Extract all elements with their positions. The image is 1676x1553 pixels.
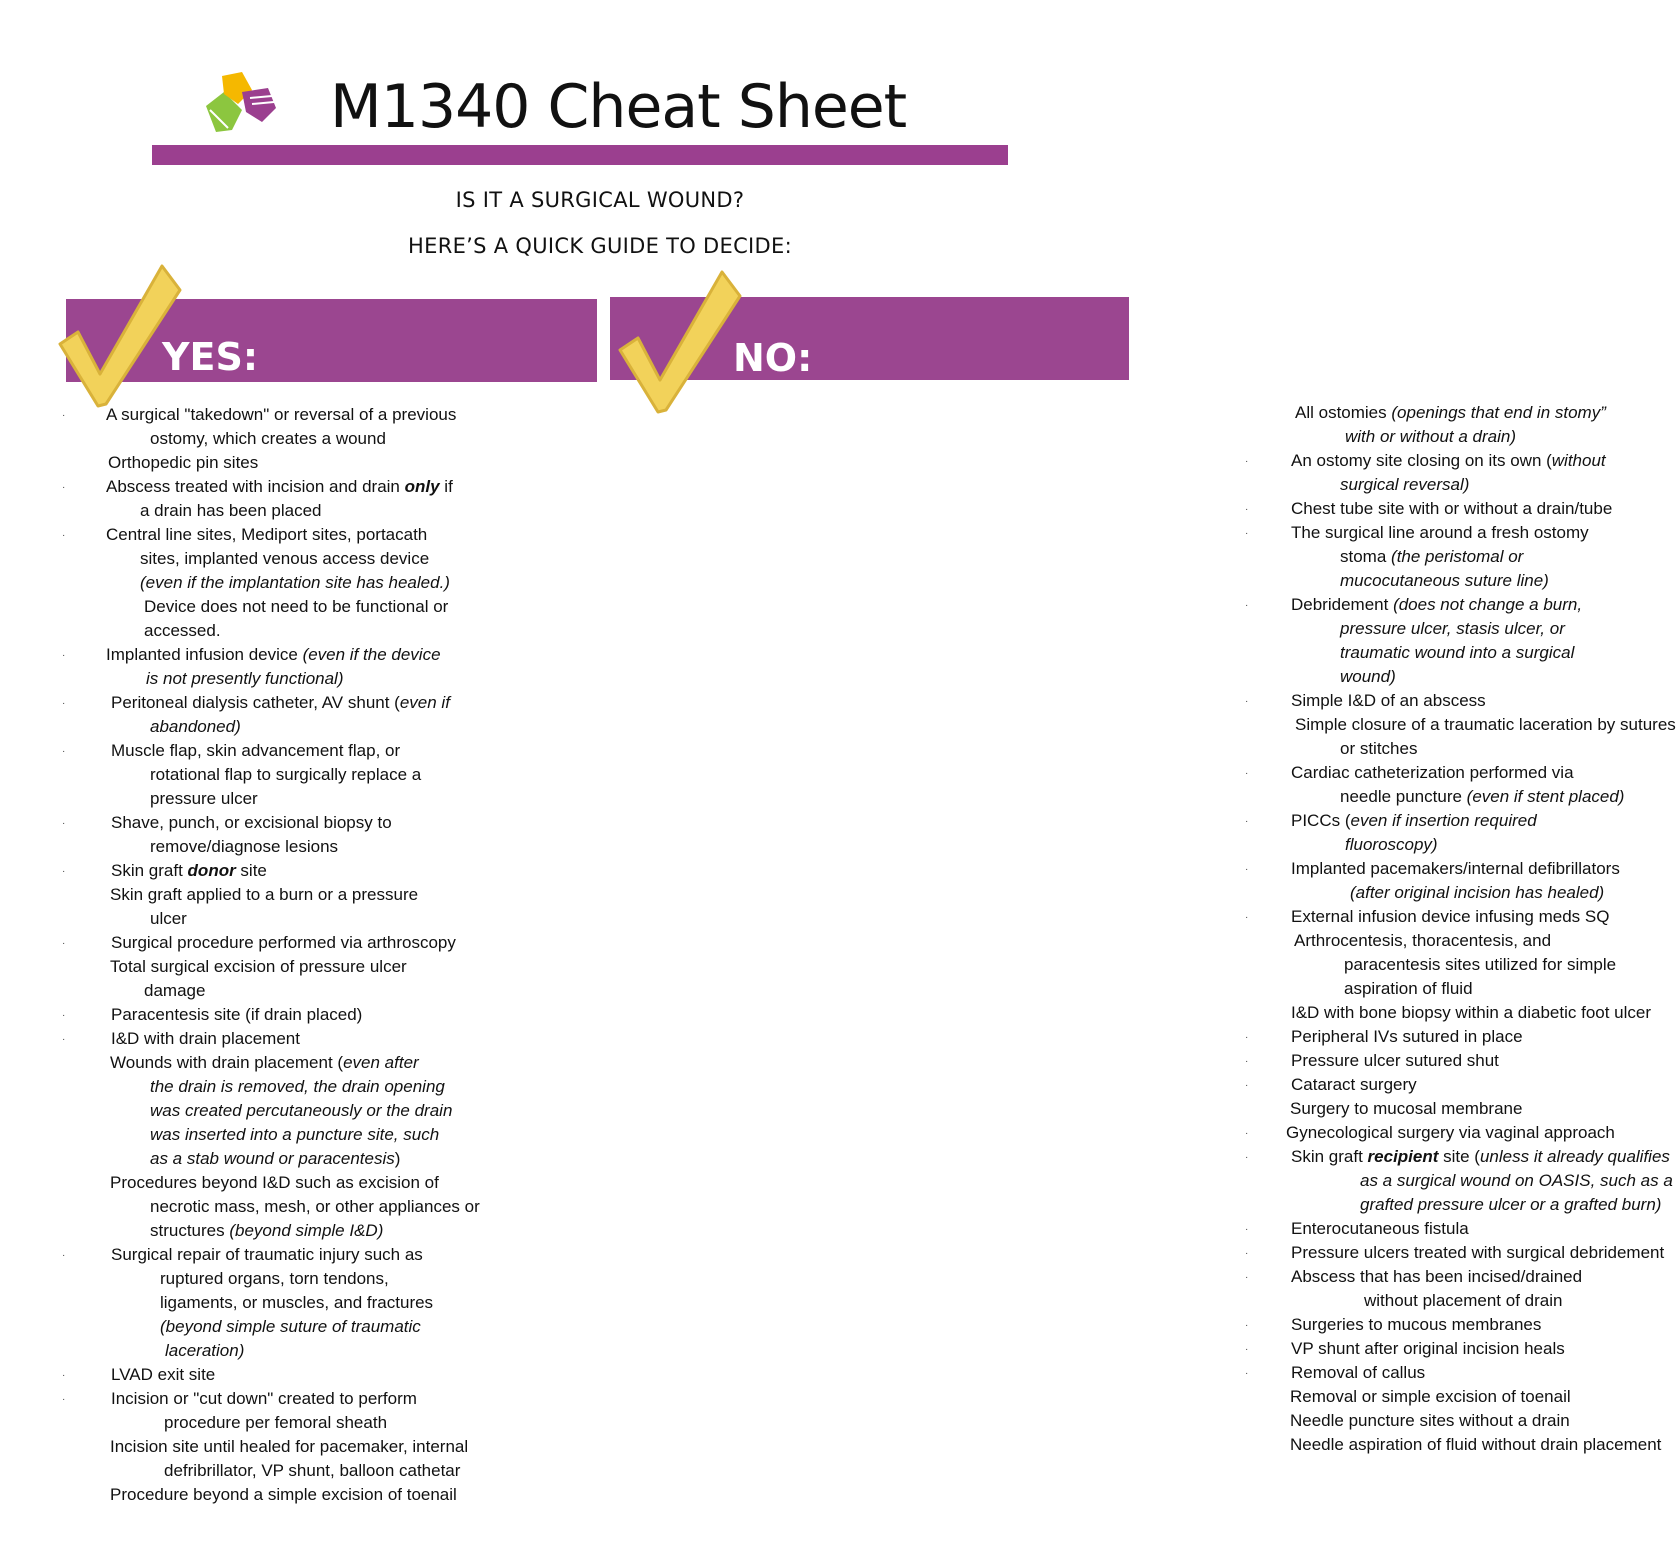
bullet-marker: · — [62, 698, 66, 709]
list-item-continuation — [600, 545, 1524, 569]
list-item — [0, 811, 600, 859]
text-segment: was created percutaneously or the drain — [150, 1101, 453, 1120]
text-segment: (does not change a burn, — [1393, 595, 1583, 614]
text-segment: (openings that end in stomy” — [1391, 403, 1606, 422]
text-segment: Surgery to mucosal membrane — [1290, 1099, 1523, 1118]
list-item — [0, 451, 600, 475]
list-item — [0, 1027, 600, 1051]
list-item — [0, 1003, 600, 1027]
list-item-text — [600, 1241, 1665, 1265]
text-segment: Abscess that has been incised/drained — [1291, 1267, 1583, 1286]
text-segment: VP shunt after original incision heals — [1291, 1339, 1565, 1358]
list-item-continuation — [600, 665, 1396, 689]
text-segment: needle puncture — [1340, 787, 1467, 806]
list-item — [600, 1025, 1523, 1049]
list-item-text — [0, 1483, 600, 1507]
text-segment: was inserted into a puncture site, such — [150, 1125, 440, 1144]
text-segment: Surgeries to mucous membranes — [1291, 1315, 1542, 1334]
list-item-continuation — [600, 833, 1438, 857]
yes-checkmark-shape — [60, 266, 180, 406]
list-item-continuation — [600, 569, 1549, 593]
bullet-marker: · — [1245, 600, 1249, 611]
list-item-text — [600, 1121, 1615, 1145]
list-item — [600, 1121, 1615, 1145]
text-segment: grafted pressure ulcer or a grafted burn) — [1360, 1195, 1662, 1214]
list-item — [600, 1361, 1426, 1385]
list-item-text — [0, 643, 600, 667]
list-item — [600, 497, 1613, 521]
yes-list — [0, 403, 600, 1507]
list-item — [600, 1409, 1570, 1433]
list-item-text — [0, 883, 600, 907]
bullet-marker: · — [62, 1250, 66, 1261]
list-item — [600, 761, 1625, 809]
bullet-marker: · — [1245, 1152, 1249, 1163]
text-segment: ligaments, or muscles, and fractures — [160, 1293, 434, 1312]
bullet-marker: · — [62, 1370, 66, 1381]
list-item — [600, 1385, 1571, 1409]
text-segment: I&D with bone biopsy within a diabetic foot ulcer — [1291, 1003, 1652, 1022]
logo-purple-hand-shape — [242, 88, 276, 122]
bullet-marker: · — [1245, 1272, 1249, 1283]
list-item-continuation — [600, 953, 1617, 977]
text-segment: unless it already qualifies — [1479, 1147, 1670, 1166]
text-segment: Removal or simple excision of toenail — [1290, 1387, 1571, 1406]
list-item-text — [0, 523, 600, 547]
list-item-continuation — [600, 425, 1517, 449]
list-item — [600, 1337, 1565, 1361]
list-item-text — [600, 593, 1583, 617]
list-item-continuation — [0, 547, 600, 571]
text-segment: Implanted pacemakers/internal defibrillators — [1291, 859, 1620, 878]
bullet-marker: · — [62, 650, 66, 661]
list-item-continuation — [0, 667, 600, 691]
bullet-marker: · — [62, 746, 66, 757]
title-underline-bar — [152, 145, 1008, 165]
bullet-marker: · — [1245, 1320, 1249, 1331]
text-segment: Peripheral IVs sutured in place — [1291, 1027, 1523, 1046]
list-item — [0, 859, 600, 883]
bullet-marker: · — [1245, 1032, 1249, 1043]
text-segment: Cardiac catheterization performed via — [1291, 763, 1574, 782]
text-segment: recipient — [1367, 1147, 1439, 1166]
list-item-continuation — [0, 1315, 600, 1339]
text-segment: defribrillator, VP shunt, balloon cathetar — [164, 1461, 461, 1480]
text-segment: Needle aspiration of fluid without drain placement — [1290, 1435, 1662, 1454]
list-item — [600, 1265, 1583, 1313]
text-segment: (beyond simple I&D) — [229, 1221, 384, 1240]
text-segment: mucocutaneous suture line) — [1340, 571, 1549, 590]
text-segment: wound) — [1340, 667, 1396, 686]
text-segment: without — [1551, 451, 1606, 470]
bullet-marker: · — [62, 410, 66, 421]
list-item — [600, 689, 1486, 713]
list-item-continuation — [0, 1459, 600, 1483]
bullet-marker: · — [62, 482, 66, 493]
list-item — [600, 857, 1620, 905]
list-item — [600, 929, 1617, 1001]
text-segment: All ostomies — [1295, 403, 1392, 422]
text-segment: paracentesis sites utilized for simple — [1344, 955, 1617, 974]
text-segment: as a surgical wound on OASIS, such as a — [1360, 1171, 1673, 1190]
list-item-text — [600, 1097, 1523, 1121]
bullet-marker: · — [1245, 1368, 1249, 1379]
list-item — [0, 1243, 600, 1363]
text-segment: Arthrocentesis, thoracentesis, and — [1294, 931, 1552, 950]
list-item — [600, 593, 1583, 689]
bullet-marker: · — [62, 938, 66, 949]
text-segment: Skin graft applied to a burn or a pressure — [110, 885, 419, 904]
text-segment: The surgical line around a fresh ostomy — [1291, 523, 1589, 542]
text-segment: procedure per femoral sheath — [164, 1413, 388, 1432]
list-item-continuation — [600, 1193, 1662, 1217]
text-segment: Incision or "cut down" created to perform — [111, 1389, 417, 1408]
text-segment: necrotic mass, mesh, or other appliances or — [150, 1197, 480, 1216]
text-segment: Skin graft — [111, 861, 188, 880]
list-item-text — [600, 1409, 1570, 1433]
text-segment: traumatic wound into a surgical — [1340, 643, 1575, 662]
list-item-text — [0, 1051, 600, 1075]
list-item — [0, 475, 600, 523]
text-segment: An ostomy site closing on its own ( — [1291, 451, 1552, 470]
list-item-text — [0, 811, 600, 835]
no-label: NO: — [733, 336, 813, 380]
list-item-text — [0, 451, 600, 475]
list-item-text — [0, 1003, 600, 1027]
text-segment: site — [235, 861, 267, 880]
bullet-marker: · — [1245, 912, 1249, 923]
text-segment: only — [404, 477, 440, 496]
text-segment: the drain is removed, the drain opening — [150, 1077, 445, 1096]
text-segment: External infusion device infusing meds SQ — [1291, 907, 1610, 926]
text-segment: donor — [187, 861, 236, 880]
text-segment: if — [439, 477, 453, 496]
list-item-continuation — [600, 641, 1575, 665]
yes-checkmark-icon — [56, 262, 186, 410]
text-segment: pressure ulcer — [150, 789, 258, 808]
text-segment: Total surgical excision of pressure ulcer — [110, 957, 407, 976]
list-item-continuation — [0, 979, 600, 1003]
text-segment: (beyond simple suture of traumatic — [160, 1317, 421, 1336]
list-item-continuation — [600, 881, 1605, 905]
text-segment: Peritoneal dialysis catheter, AV shunt ( — [111, 693, 400, 712]
list-item-text — [0, 403, 600, 427]
text-segment: without placement of drain — [1364, 1291, 1563, 1310]
text-segment: surgical reversal) — [1340, 475, 1470, 494]
bullet-marker: · — [1245, 1128, 1249, 1139]
list-item-text — [0, 859, 600, 883]
text-segment: with or without a drain) — [1345, 427, 1517, 446]
text-segment: Central line sites, Mediport sites, portacath — [106, 525, 428, 544]
list-item-text — [600, 713, 1676, 737]
text-segment: laceration) — [165, 1341, 245, 1360]
text-segment: Pressure ulcers treated with surgical debridement — [1291, 1243, 1665, 1262]
text-segment: Needle puncture sites without a drain — [1290, 1411, 1570, 1430]
text-segment: Device does not need to be functional or — [144, 597, 449, 616]
list-item-text — [600, 497, 1613, 521]
text-segment: rotational flap to surgically replace a — [150, 765, 422, 784]
bullet-marker: · — [1245, 1224, 1249, 1235]
page-title: M1340 Cheat Sheet — [330, 72, 907, 142]
list-item — [600, 1001, 1652, 1025]
list-item-continuation — [0, 1195, 600, 1219]
list-item-text — [600, 1049, 1499, 1073]
list-item — [0, 1483, 600, 1507]
text-segment: Surgical procedure performed via arthroscopy — [111, 933, 456, 952]
yes-label: YES: — [162, 335, 259, 379]
text-segment: fluoroscopy) — [1345, 835, 1438, 854]
list-item — [600, 1217, 1469, 1241]
list-item-text — [0, 1027, 600, 1051]
text-segment: Shave, punch, or excisional biopsy to — [111, 813, 392, 832]
list-item-continuation — [0, 1099, 600, 1123]
bullet-marker: · — [1245, 696, 1249, 707]
text-segment: (even if the device — [302, 645, 441, 664]
list-item-continuation — [0, 595, 600, 619]
text-segment: Orthopedic pin sites — [108, 453, 259, 472]
list-item-text — [600, 761, 1574, 785]
text-segment: ) — [394, 1149, 401, 1168]
list-item-continuation — [600, 617, 1565, 641]
text-segment: LVAD exit site — [111, 1365, 216, 1384]
list-item — [600, 1313, 1542, 1337]
list-item-continuation — [600, 1169, 1673, 1193]
list-item-text — [600, 1001, 1652, 1025]
text-segment: stoma — [1340, 547, 1392, 566]
text-segment: Cataract surgery — [1291, 1075, 1417, 1094]
bullet-marker: · — [62, 1010, 66, 1021]
list-item-text — [600, 1361, 1426, 1385]
text-segment: accessed. — [144, 621, 221, 640]
list-item-text — [0, 739, 600, 763]
list-item-text — [0, 955, 600, 979]
text-segment: Wounds with drain placement ( — [110, 1053, 344, 1072]
list-item-text — [600, 449, 1606, 473]
list-item — [600, 449, 1606, 497]
bullet-marker: · — [1245, 1056, 1249, 1067]
text-segment: Abscess treated with incision and drain — [106, 477, 405, 496]
list-item-continuation — [0, 1411, 600, 1435]
bullet-marker: · — [1245, 816, 1249, 827]
text-segment: I&D with drain placement — [111, 1029, 300, 1048]
text-segment: (even if stent placed) — [1466, 787, 1625, 806]
list-item — [0, 691, 600, 739]
list-item — [600, 713, 1676, 761]
list-item-continuation — [0, 499, 600, 523]
text-segment: even after — [343, 1053, 419, 1072]
list-item-continuation — [0, 619, 600, 643]
text-segment: (after original incision has healed) — [1350, 883, 1605, 902]
list-item-continuation — [0, 1123, 600, 1147]
text-segment: ostomy, which creates a wound — [150, 429, 386, 448]
text-segment: site ( — [1438, 1147, 1480, 1166]
text-segment: (the peristomal or — [1391, 547, 1524, 566]
list-item — [0, 1387, 600, 1435]
bullet-marker: · — [1245, 456, 1249, 467]
list-item-text — [0, 1387, 600, 1411]
text-segment: sites, implanted venous access device — [140, 549, 430, 568]
list-item — [600, 521, 1589, 593]
list-item-continuation — [0, 715, 600, 739]
list-item-text — [600, 1073, 1417, 1097]
list-item — [0, 643, 600, 691]
bullet-marker: · — [1245, 768, 1249, 779]
text-segment: Implanted infusion device — [106, 645, 303, 664]
list-item-continuation — [600, 977, 1473, 1001]
text-segment: damage — [144, 981, 206, 1000]
text-segment: is not presently functional) — [146, 669, 344, 688]
list-item — [0, 883, 600, 931]
list-item — [600, 809, 1537, 857]
list-item-continuation — [0, 1075, 600, 1099]
list-item — [600, 1073, 1417, 1097]
no-list — [600, 401, 1676, 1457]
list-item — [0, 523, 600, 643]
list-item-continuation — [0, 1219, 600, 1243]
list-item-continuation — [0, 571, 600, 595]
list-item-continuation — [0, 907, 600, 931]
text-segment: a drain has been placed — [140, 501, 322, 520]
list-item-text — [600, 1217, 1469, 1241]
bullet-marker: · — [1245, 864, 1249, 875]
list-item — [0, 1363, 600, 1387]
text-segment: A surgical "takedown" or reversal of a previous — [106, 405, 457, 424]
list-item — [600, 1145, 1673, 1217]
bullet-marker: · — [62, 1034, 66, 1045]
text-segment: or stitches — [1340, 739, 1418, 758]
intro-line-1: IS IT A SURGICAL WOUND? — [455, 188, 745, 212]
text-segment: Simple I&D of an abscess — [1291, 691, 1486, 710]
text-segment: structures — [150, 1221, 230, 1240]
text-segment: Incision site until healed for pacemaker, internal — [110, 1437, 469, 1456]
list-item-text — [600, 401, 1606, 425]
text-segment: Gynecological surgery via vaginal approach — [1286, 1123, 1615, 1142]
list-item-text — [600, 1385, 1571, 1409]
text-segment: (even if the implantation site has healed.) — [140, 573, 450, 592]
text-segment: Removal of callus — [1291, 1363, 1426, 1382]
list-item-continuation — [0, 427, 600, 451]
list-item-text — [600, 1145, 1670, 1169]
bullet-marker: · — [1245, 1248, 1249, 1259]
text-segment: Paracentesis site (if drain placed) — [111, 1005, 363, 1024]
text-segment: as a stab wound or paracentesis — [150, 1149, 395, 1168]
text-segment: Enterocutaneous fistula — [1291, 1219, 1469, 1238]
text-segment: even if — [399, 693, 450, 712]
list-item — [0, 1435, 600, 1483]
list-item-text — [600, 689, 1486, 713]
no-checkmark-icon — [616, 268, 746, 416]
list-item — [600, 1241, 1665, 1265]
text-segment: Debridement — [1291, 595, 1394, 614]
intro-line-2: HERE’S A QUICK GUIDE TO DECIDE: — [408, 234, 792, 258]
text-segment: Pressure ulcer sutured shut — [1291, 1051, 1499, 1070]
list-item-text — [0, 931, 600, 955]
bullet-marker: · — [62, 866, 66, 877]
list-item-text — [0, 475, 600, 499]
list-item-text — [600, 1265, 1583, 1289]
bullet-marker: · — [1245, 504, 1249, 515]
text-segment: Surgical repair of traumatic injury such as — [111, 1245, 423, 1264]
list-item-continuation — [600, 785, 1625, 809]
text-segment: ulcer — [150, 909, 187, 928]
list-item-continuation — [0, 1147, 600, 1171]
list-item-continuation — [0, 787, 600, 811]
list-item-continuation — [600, 737, 1418, 761]
bullet-marker: · — [1245, 1080, 1249, 1091]
list-item — [600, 1433, 1662, 1457]
list-item-text — [0, 1243, 600, 1267]
list-item — [0, 1171, 600, 1243]
text-segment: ruptured organs, torn tendons, — [160, 1269, 389, 1288]
list-item-text — [600, 929, 1552, 953]
list-item — [600, 1097, 1523, 1121]
list-item-continuation — [600, 473, 1470, 497]
list-item — [0, 1051, 600, 1171]
logo-icon — [202, 70, 278, 138]
list-item-text — [0, 1171, 600, 1195]
list-item-continuation — [0, 763, 600, 787]
text-segment: even if insertion required — [1350, 811, 1537, 830]
list-item-continuation — [0, 1339, 600, 1363]
text-segment: Chest tube site with or without a drain/tube — [1291, 499, 1613, 518]
list-item-text — [600, 809, 1537, 833]
bullet-marker: · — [1245, 1344, 1249, 1355]
text-segment: aspiration of fluid — [1344, 979, 1473, 998]
list-item-continuation — [600, 1289, 1563, 1313]
text-segment: pressure ulcer, stasis ulcer, or — [1340, 619, 1565, 638]
text-segment: abandoned) — [150, 717, 241, 736]
list-item-text — [0, 1363, 600, 1387]
text-segment: Muscle flap, skin advancement flap, or — [111, 741, 401, 760]
list-item-continuation — [0, 1291, 600, 1315]
text-segment: PICCs ( — [1291, 811, 1351, 830]
list-item — [0, 403, 600, 451]
bullet-marker: · — [62, 818, 66, 829]
list-item — [0, 931, 600, 955]
list-item-continuation — [0, 835, 600, 859]
list-item — [600, 905, 1610, 929]
list-item-text — [600, 905, 1610, 929]
text-segment: Skin graft — [1291, 1147, 1368, 1166]
list-item-continuation — [0, 1267, 600, 1291]
list-item — [0, 955, 600, 1003]
list-item-text — [600, 1025, 1523, 1049]
text-segment: remove/diagnose lesions — [150, 837, 339, 856]
text-segment: Simple closure of a traumatic laceration by sutures — [1295, 715, 1676, 734]
bullet-marker: · — [62, 530, 66, 541]
no-checkmark-shape — [620, 272, 740, 412]
list-item — [600, 1049, 1499, 1073]
list-item-text — [0, 691, 600, 715]
list-item-text — [600, 1313, 1542, 1337]
list-item-text — [600, 1433, 1662, 1457]
bullet-marker: · — [1245, 528, 1249, 539]
text-segment: Procedure beyond a simple excision of toenail — [110, 1485, 457, 1504]
text-segment: Procedures beyond I&D such as excision of — [110, 1173, 439, 1192]
list-item-text — [0, 1435, 600, 1459]
list-item — [600, 401, 1606, 449]
list-item — [0, 739, 600, 811]
list-item-text — [600, 857, 1620, 881]
list-item-text — [600, 521, 1589, 545]
bullet-marker: · — [62, 1394, 66, 1405]
list-item-text — [600, 1337, 1565, 1361]
